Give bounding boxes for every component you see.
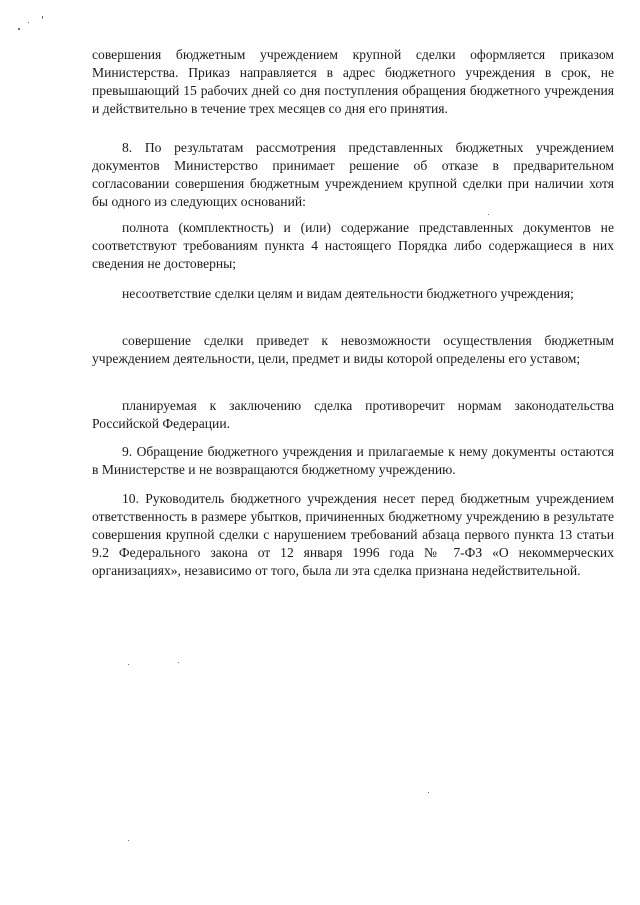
scan-speck bbox=[128, 840, 129, 841]
paragraph-text: 10. Руководитель бюджетного учреждения несет перед бюджетным учреждением ответственность в размере убытков, причиненных бюджетному учреждению в результате совершения крупной сделки с нарушением требований абзаца первого пункта 13 статьи 9.2 Федерального закона от 12 января 1996 года № 7-ФЗ «О некоммерческих организациях», независимо от того, была ли эта сделка признана недействительной. bbox=[92, 491, 614, 578]
scan-speck bbox=[18, 28, 20, 30]
list-item-completeness bbox=[92, 219, 614, 273]
paragraph-item-10 bbox=[92, 490, 614, 580]
paragraph-text: несоответствие сделки целям и видам деятельности бюджетного учреждения; bbox=[122, 286, 574, 301]
paragraph-text: совершения бюджетным учреждением крупной сделки оформляется приказом Министерства. Приказ направляется в адрес бюджетного учреждения в срок, не превышающий 15 рабочих дней со дня поступления обращения бюджетного учреждения и действительно в течение трех месяцев со дня его принятия. bbox=[92, 47, 614, 116]
list-item-contradiction bbox=[92, 397, 614, 433]
scan-speck bbox=[488, 214, 489, 215]
paragraph-text: совершение сделки приведет к невозможности осуществления бюджетным учреждением деятельности, цели, предмет и виды которой определены его уставом; bbox=[92, 333, 614, 366]
scan-speck bbox=[128, 664, 129, 665]
list-item-mismatch bbox=[92, 285, 614, 303]
paragraph-text: 9. Обращение бюджетного учреждения и прилагаемые к нему документы остаются в Министерстве и не возвращаются бюджетному учреждению. bbox=[92, 444, 614, 477]
scan-speck bbox=[42, 16, 43, 19]
paragraph-item-9 bbox=[92, 443, 614, 479]
scan-speck bbox=[28, 22, 29, 23]
paragraph-text: планируемая к заключению сделка противоречит нормам законодательства Российской Федерации. bbox=[92, 398, 614, 431]
paragraph-item-8 bbox=[92, 139, 614, 211]
list-item-impossibility bbox=[92, 332, 614, 368]
paragraph-continuation bbox=[92, 46, 614, 118]
scan-speck bbox=[428, 792, 429, 793]
paragraph-text: полнота (комплектность) и (или) содержание представленных документов не соответствуют требованиям пункта 4 настоящего Порядка либо содержащиеся в них сведения не достоверны; bbox=[92, 220, 614, 271]
scan-speck bbox=[178, 662, 179, 663]
paragraph-text: 8. По результатам рассмотрения представленных бюджетных учреждением документов Министерство принимает решение об отказе в предварительном согласовании совершения бюджетным учреждением крупной сделки при наличии хотя бы одного из следующих оснований: bbox=[92, 140, 614, 209]
